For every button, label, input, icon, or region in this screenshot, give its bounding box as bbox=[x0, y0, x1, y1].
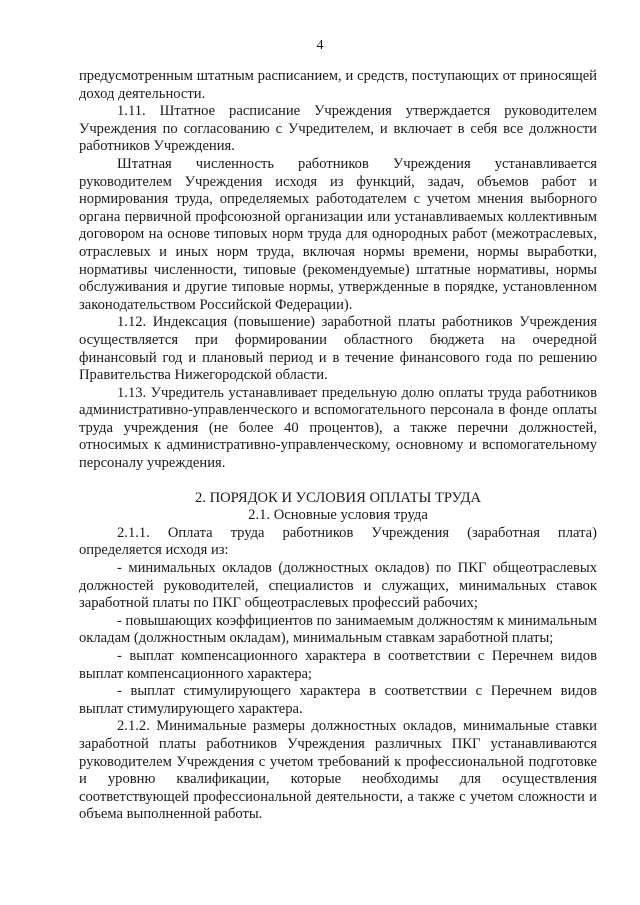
list-item-incentive: - выплат стимулирующего характера в соответствии с Перечнем видов выплат стимулирующего характера. bbox=[79, 683, 597, 717]
paragraph-2-1-1: 2.1.1. Оплата труда работников Учреждения (заработная плата) определяется исходя из: bbox=[79, 524, 597, 559]
document-body bbox=[79, 68, 597, 824]
list-item-coefficients: - повышающих коэффициентов по занимаемым должностям к минимальным окладам (должностным окладам), минимальным ставкам заработной платы; bbox=[79, 612, 597, 647]
list-item-compensation: - выплат компенсационного характера в соответствии с Перечнем видов выплат компенсационного характера; bbox=[79, 648, 597, 682]
subsection-heading: 2.1. Основные условия труда bbox=[248, 507, 428, 524]
paragraph-1-12: 1.12. Индексация (повышение) заработной платы работников Учреждения осуществляется при формировании областного бюджета на очередной финансовый год и плановый период и в течение финансового года по решению Правительства Нижегородской области. bbox=[79, 314, 597, 384]
paragraph-2-1-2: 2.1.2. Минимальные размеры должностных окладов, минимальные ставки заработной платы работников Учреждения различных ПКГ устанавливаются руководителем Учреждения с учетом требований к профессиональной подготовке и уровню квалификации, которые необходимы для осуществления соответствующей профессиональной деятельности, а также с учетом сложности и объема выполненной работы. bbox=[79, 718, 597, 823]
paragraph-continuation: предусмотренным штатным расписанием, и средств, поступающих от приносящей доход деятельности. bbox=[79, 68, 597, 102]
list-item-minimal-salaries: - минимальных окладов (должностных окладов) по ПКГ общеотраслевых должностей руководителей, специалистов и служащих, минимальных ставок заработной платы по ПКГ общеотраслевых профессий рабочих; bbox=[79, 560, 597, 612]
paragraph-1-13: 1.13. Учредитель устанавливает предельную долю оплаты труда работников административно-управленческого и вспомогательного персонала в фонде оплаты труда учреждения (не более 40 процентов), а также перечни должностей, относимых к административно-управленческому, основному и вспомогательному персоналу учреждения. bbox=[79, 384, 597, 472]
paragraph-staff-count: Штатная численность работников Учреждения устанавливается руководителем Учреждения исходя из функций, задач, объемов работ и нормирования труда, определяемых работодателем с учетом мнения выборного органа первичной профсоюзной организации или устанавливаемых коллективным договором на основе типовых норм труда для однородных работ (межотраслевых, отраслевых и иных норм труда, включая нормы времени, нормы выработки, нормативы численности, типовые (рекомендуемые) штатные нормативы, нормы обслуживания и другие типовые нормы, утвержденные в порядке, установленном законодательством Российской Федерации). bbox=[79, 155, 597, 313]
section-heading: 2. ПОРЯДОК И УСЛОВИЯ ОПЛАТЫ ТРУДА bbox=[194, 489, 481, 506]
paragraph-1-11: 1.11. Штатное расписание Учреждения утверждается руководителем Учреждения по согласованию с Учредителем, и включает в себя все должности работников Учреждения. bbox=[79, 103, 597, 155]
page-number: 4 bbox=[316, 38, 324, 53]
